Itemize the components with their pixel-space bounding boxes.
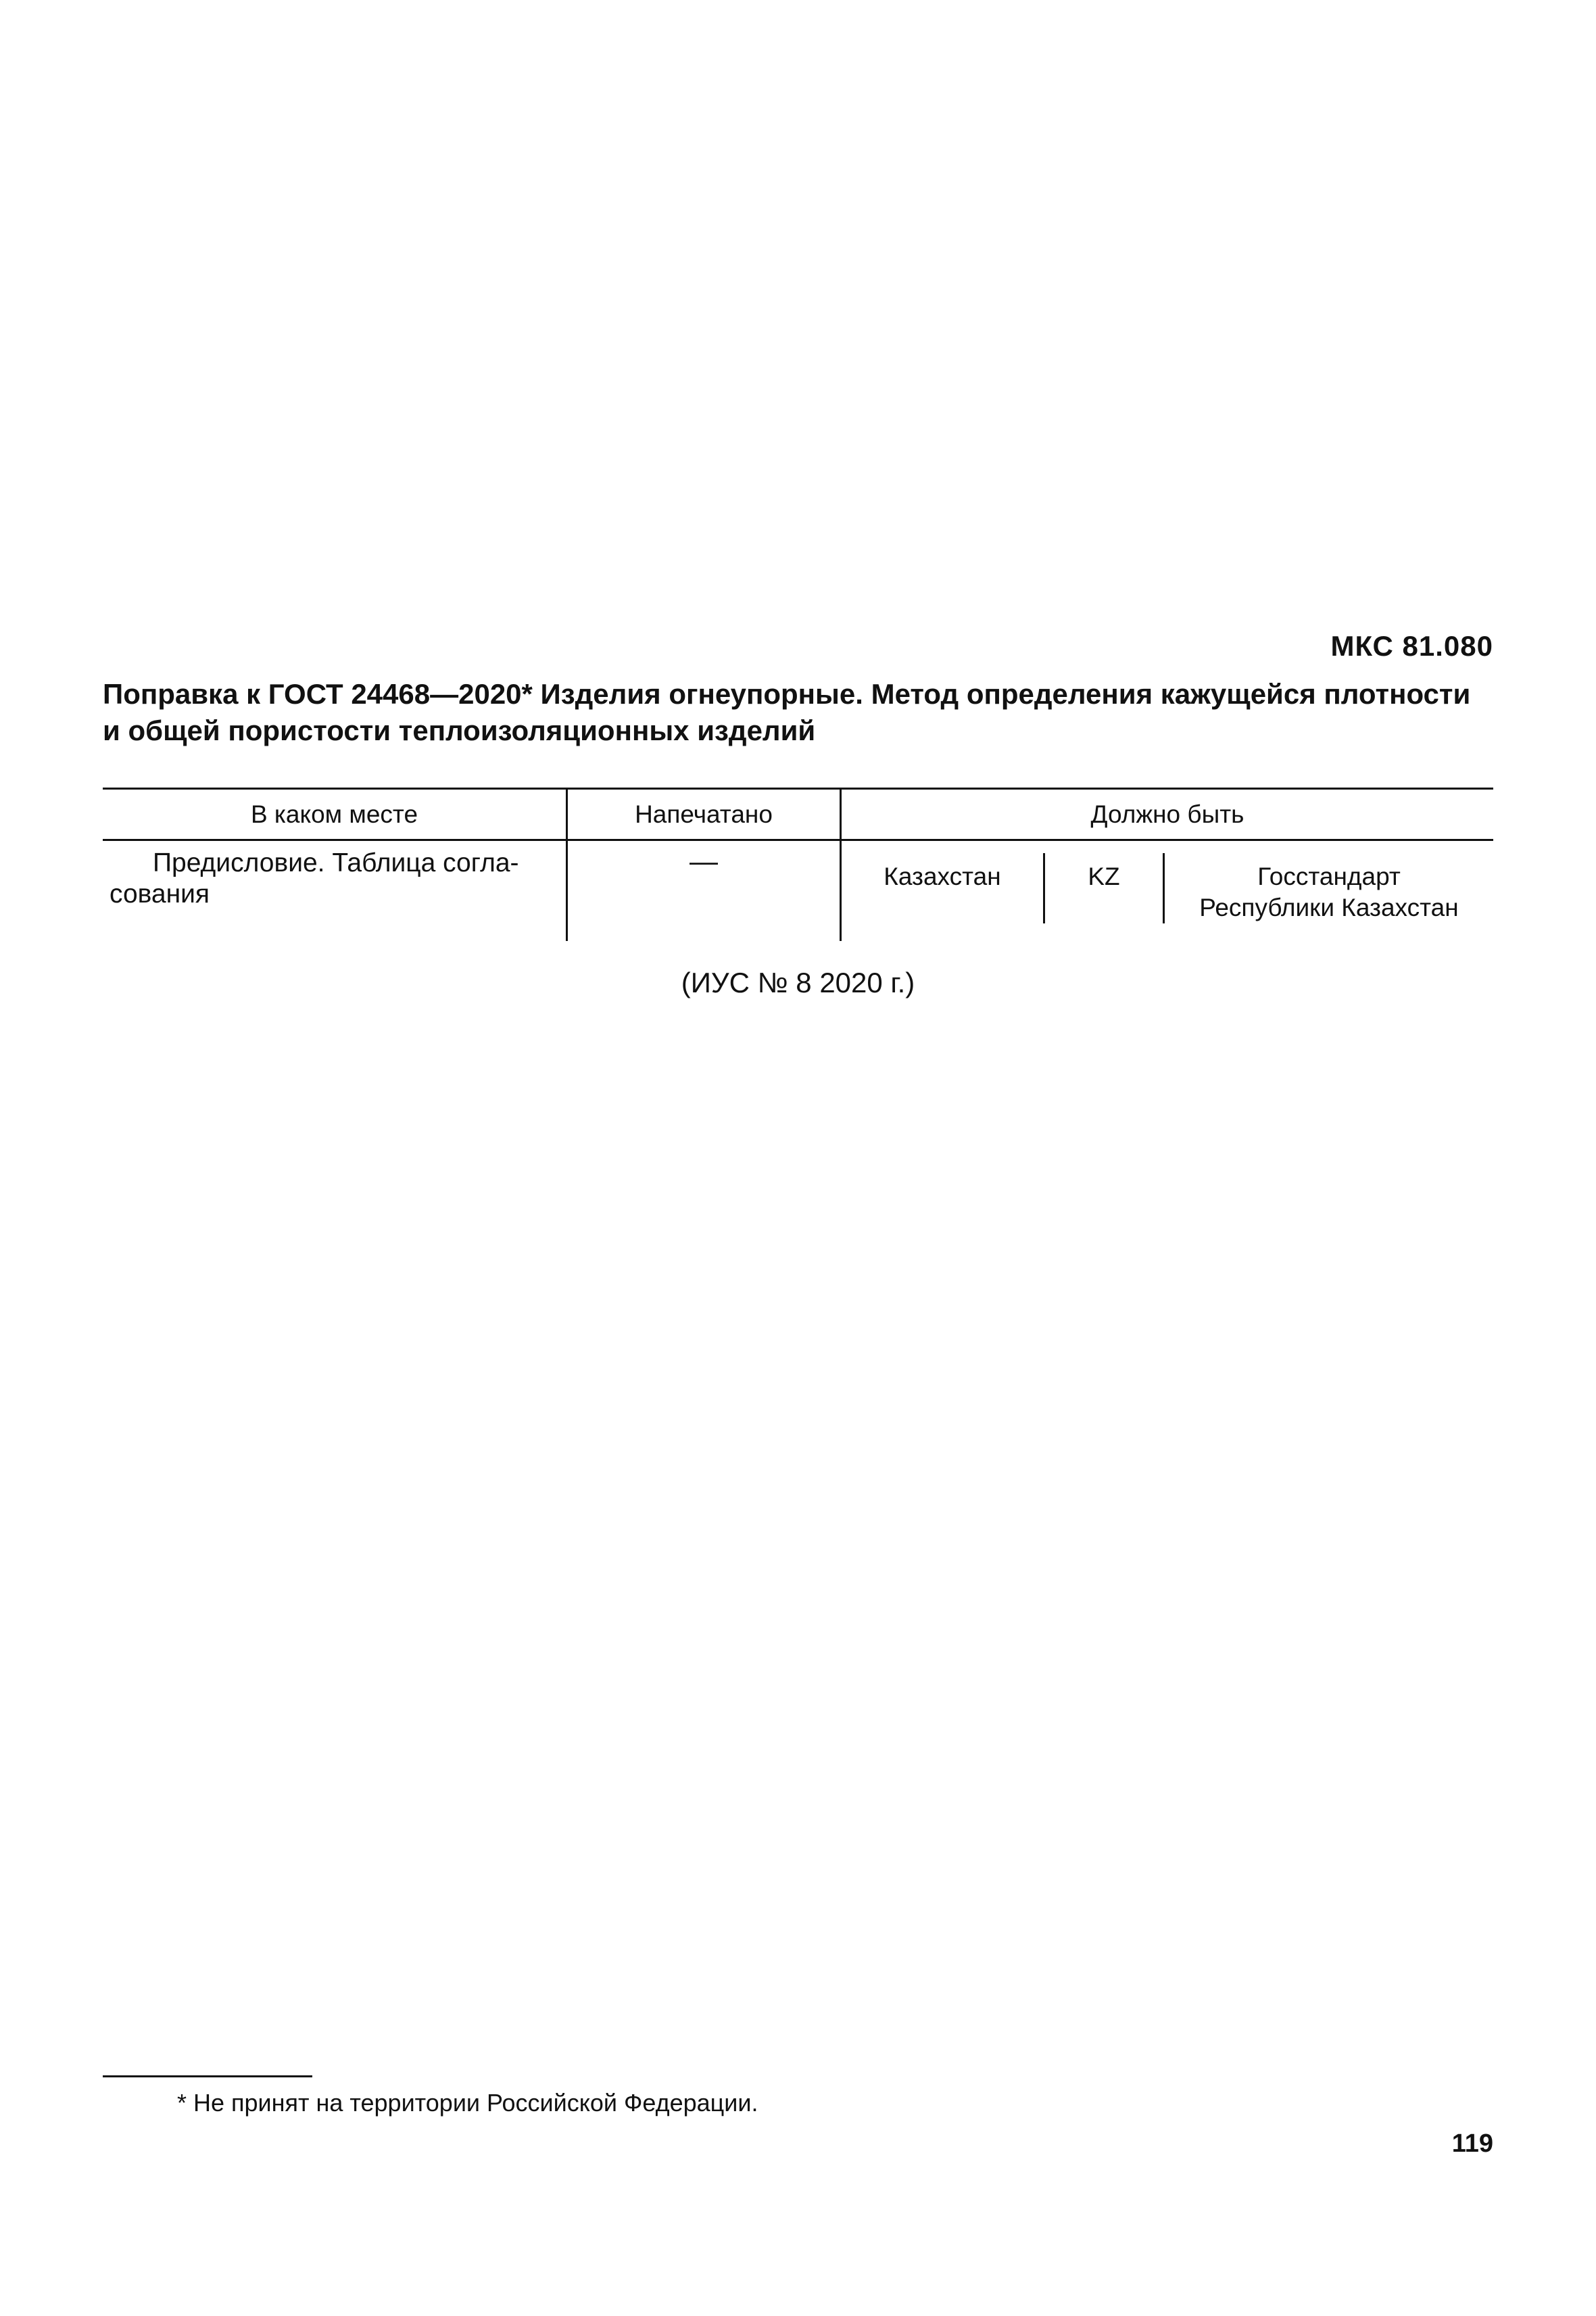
page-number: 119 bbox=[1451, 2129, 1493, 2158]
table-header bbox=[103, 790, 1493, 841]
document-title: Поправка к ГОСТ 24468—2020* Изделия огнеупорные. Метод определения кажущейся плотности и общей пористости теплоизоляционных изделий bbox=[103, 678, 1471, 746]
cell-should-be bbox=[840, 841, 1493, 941]
table-row bbox=[103, 841, 1493, 941]
classifier-code: МКС 81.080 bbox=[1330, 630, 1493, 662]
standards-body-line1: Госстандарт bbox=[1257, 863, 1401, 890]
standards-body bbox=[1165, 853, 1493, 923]
source-note: (ИУС № 8 2020 г.) bbox=[681, 967, 915, 998]
country-code: KZ bbox=[1043, 853, 1165, 923]
correction-table bbox=[103, 788, 1493, 941]
footnote-divider bbox=[103, 2075, 312, 2077]
footnote: * Не принят на территории Российской Федерации. bbox=[177, 2089, 758, 2117]
country-name: Казахстан bbox=[884, 863, 1001, 890]
header-printed: Напечатано bbox=[566, 790, 840, 839]
cell-place: Предисловие. Таблица согла-сования bbox=[110, 848, 519, 909]
cell-printed: — bbox=[566, 841, 840, 941]
header-place: В каком месте bbox=[250, 800, 418, 828]
header-should-be: Должно быть bbox=[840, 790, 1493, 839]
standards-body-line2: Республики Казахстан bbox=[1199, 894, 1459, 921]
